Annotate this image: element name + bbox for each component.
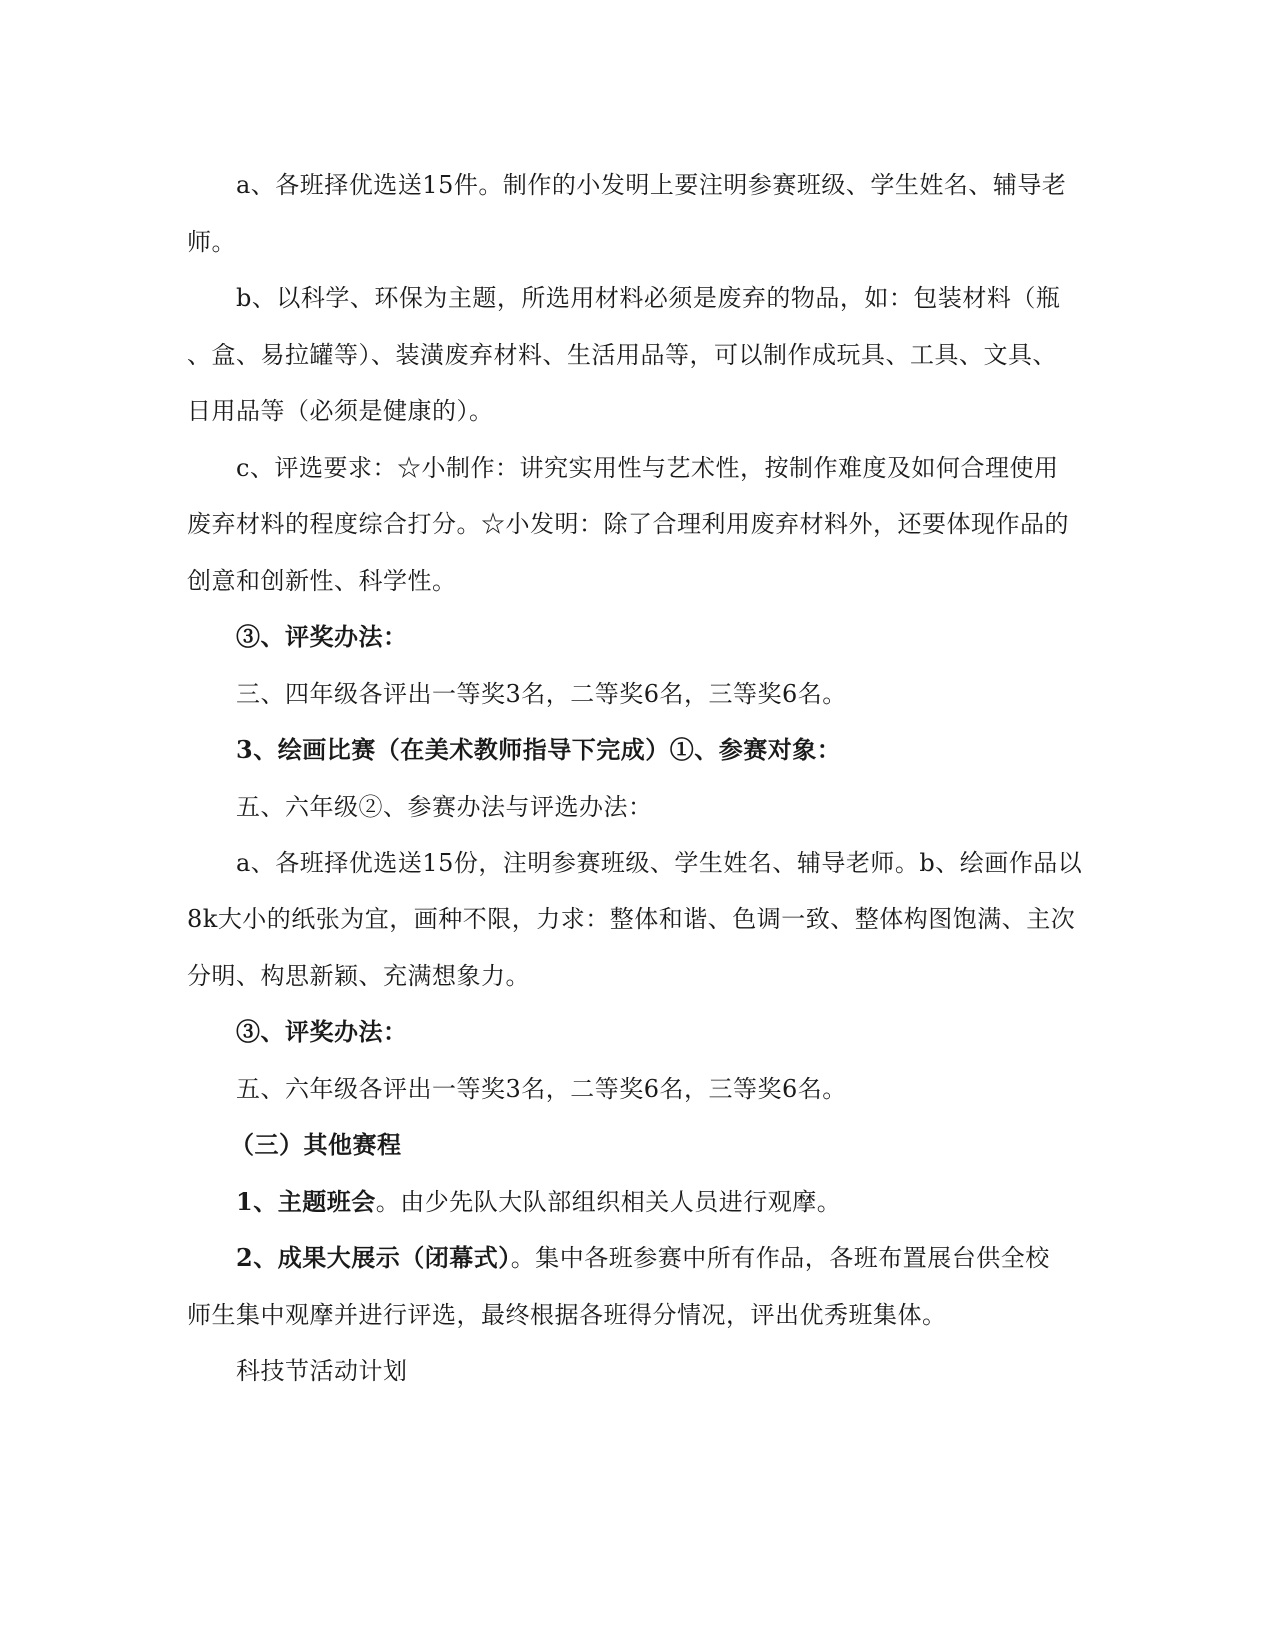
item-body: 。由少先队大队部组织相关人员进行观摩。 bbox=[375, 1188, 842, 1216]
section-heading: 3、绘画比赛（在美术教师指导下完成）①、参赛对象： bbox=[236, 735, 842, 764]
paragraph-line: 师生集中观摩并进行评选，最终根据各班得分情况，评出优秀班集体。 bbox=[187, 1301, 947, 1329]
item-title: 2、成果大展示（闭幕式） bbox=[236, 1243, 511, 1272]
paragraph-line: c、评选要求：☆小制作：讲究实用性与艺术性，按制作难度及如何合理使用 bbox=[236, 454, 1059, 482]
section-heading: （三）其他赛程 bbox=[230, 1130, 402, 1159]
paragraph-line: 创意和创新性、科学性。 bbox=[187, 567, 457, 595]
section-heading: ③、评奖办法： bbox=[236, 622, 408, 651]
paragraph-line bbox=[236, 1187, 841, 1217]
paragraph-line: a、各班择优选送15份，注明参赛班级、学生姓名、辅导老师。b、绘画作品以 bbox=[236, 849, 1083, 877]
paragraph-line: 日用品等（必须是健康的）。 bbox=[187, 397, 494, 425]
paragraph-line: 8k大小的纸张为宜，画种不限，力求：整体和谐、色调一致、整体构图饱满、主次 bbox=[187, 905, 1076, 933]
paragraph-line: a、各班择优选送15件。制作的小发明上要注明参赛班级、学生姓名、辅导老 bbox=[236, 171, 1067, 199]
paragraph-line: 五、六年级各评出一等奖3名，二等奖6名，三等奖6名。 bbox=[236, 1075, 847, 1103]
item-body: 。集中各班参赛中所有作品，各班布置展台供全校 bbox=[510, 1244, 1050, 1272]
paragraph-line: 三、四年级各评出一等奖3名，二等奖6名，三等奖6名。 bbox=[236, 680, 847, 708]
paragraph-line: 五、六年级②、参赛办法与评选办法： bbox=[236, 793, 653, 821]
item-title: 1、主题班会 bbox=[236, 1187, 376, 1216]
paragraph-line bbox=[236, 1243, 1050, 1273]
paragraph-line: 分明、构思新颖、充满想象力。 bbox=[187, 962, 530, 990]
paragraph-line: 、盒、易拉罐等）、装潢废弃材料、生活用品等，可以制作成玩具、工具、文具、 bbox=[187, 341, 1057, 369]
section-heading: ③、评奖办法： bbox=[236, 1017, 408, 1046]
paragraph-line: 废弃材料的程度综合打分。☆小发明：除了合理利用废弃材料外，还要体现作品的 bbox=[187, 510, 1069, 538]
paragraph-line: b、以科学、环保为主题，所选用材料必须是废弃的物品，如：包装材料（瓶 bbox=[236, 284, 1061, 312]
document-title: 科技节活动计划 bbox=[236, 1357, 408, 1385]
paragraph-line: 师。 bbox=[187, 228, 236, 256]
